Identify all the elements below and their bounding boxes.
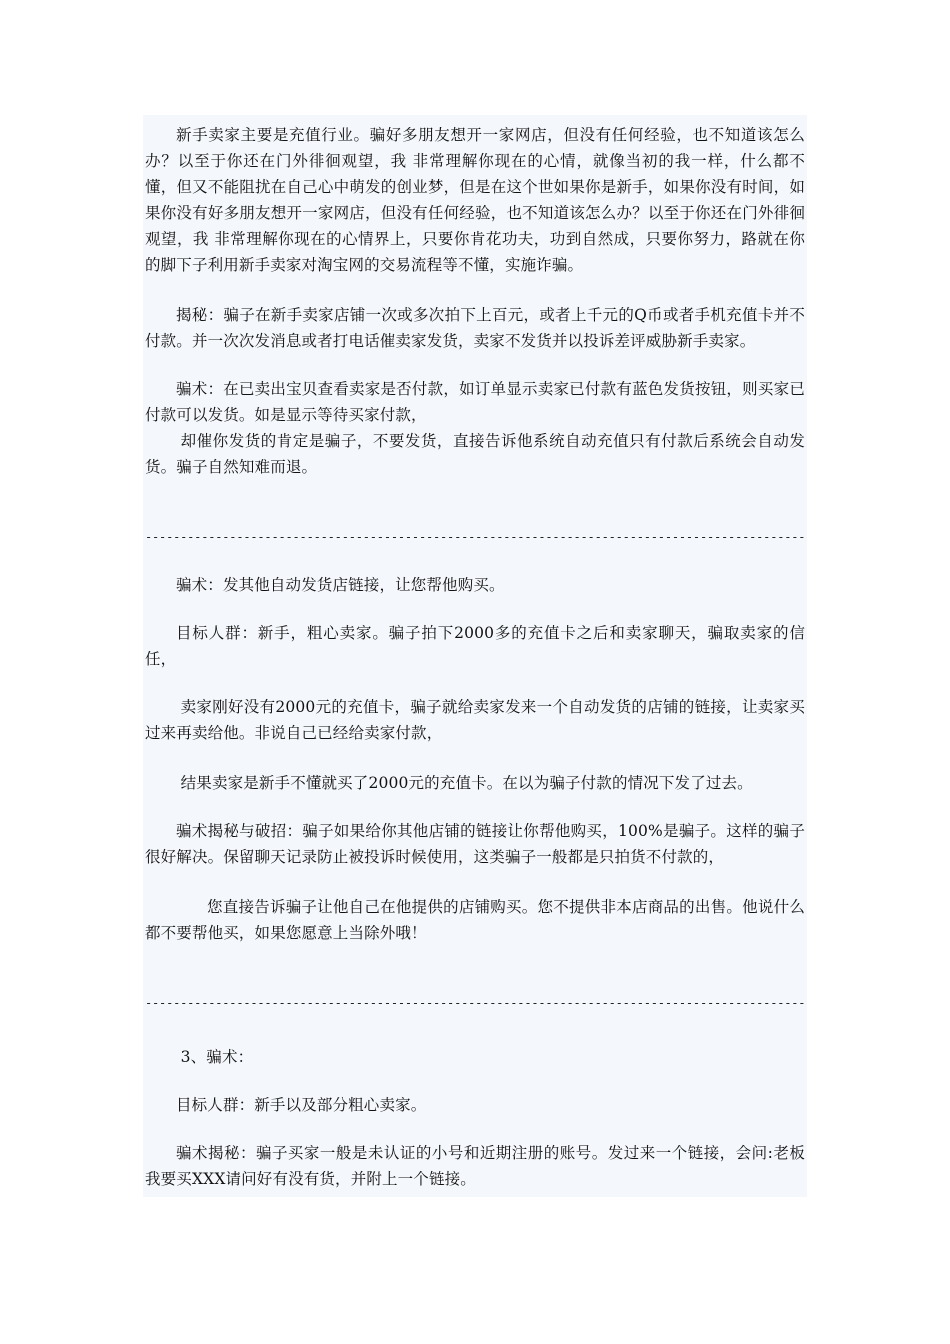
- paragraph-target-group-2: 目标人群：新手以及部分粗心卖家。: [176, 1096, 427, 1114]
- paragraph-seller-link: 卖家刚好没有2000元的充值卡，骗子就给卖家发来一个自动发货的店铺的链接，让卖家买过来再卖给他。非说自己已经给卖家付款，: [145, 698, 805, 742]
- paragraph-scam-reveal-3: 骗术揭秘：骗子买家一般是未认证的小号和近期注册的账号。发过来一个链接，会问:老板我要买XXX请问好有没有货，并附上一个链接。: [145, 1144, 805, 1188]
- paragraph-result: 结果卖家是新手不懂就买了2000元的充值卡。在以为骗子付款的情况下发了过去。: [180, 774, 753, 792]
- section-heading: 3、骗术：: [180, 1048, 254, 1066]
- document-body: [145, 122, 805, 1192]
- paragraph-direct-tell: 您直接告诉骗子让他自己在他提供的店铺购买。您不提供非本店商品的出售。他说什么都不要帮他买，如果您愿意上当除外哦！: [145, 898, 805, 942]
- paragraph-solution: 骗术揭秘与破招：骗子如果给你其他店铺的链接让你帮他购买，100%是骗子。这样的骗子很好解决。保留聊天记录防止被投诉时候使用，这类骗子一般都是只拍货不付款的，: [145, 822, 805, 866]
- paragraph-scam-check: 骗术：在已卖出宝贝查看卖家是否付款，如订单显示卖家已付款有蓝色发货按钮，则买家已付款可以发货。如是显示等待买家付款，: [145, 380, 805, 424]
- separator-line-2: ----------------------------------------------------------------------------------------------: [145, 996, 806, 1010]
- paragraph-scam-advice: 却催你发货的肯定是骗子，不要发货，直接告诉他系统自动充值只有付款后系统会自动发货。骗子自然知难而退。: [145, 432, 805, 476]
- separator-line: ----------------------------------------------------------------------------------------------: [145, 530, 806, 544]
- paragraph-reveal: 揭秘：骗子在新手卖家店铺一次或多次拍下上百元，或者上千元的Q币或者手机充值卡并不付款。并一次次发消息或者打电话催卖家发货，卖家不发货并以投诉差评威胁新手卖家。: [145, 306, 805, 350]
- paragraph-scam-link: 骗术：发其他自动发货店链接，让您帮他购买。: [176, 576, 505, 594]
- paragraph-intro: 新手卖家主要是充值行业。骗好多朋友想开一家网店，但没有任何经验，也不知道该怎么办？以至于你还在门外徘徊观望，我 非常理解你现在的心情，就像当初的我一样，什么都不懂，但又不能阻扰在自己心中萌发的创业梦，但是在这个世如果你是新手，如果你没有时间，如果你没有好多朋友想开一家网店，但没有任何经验，也不知道该怎么办？以至于你还在门外徘徊观望，我 非常理解你现在的心情界上，只要你肯花功夫，功到自然成，只要你努力，路就在你的脚下子利用新手卖家对淘宝网的交易流程等不懂，实施诈骗。: [145, 126, 805, 274]
- paragraph-target-group: 目标人群：新手，粗心卖家。骗子拍下2000多的充值卡之后和卖家聊天，骗取卖家的信任，: [145, 624, 805, 668]
